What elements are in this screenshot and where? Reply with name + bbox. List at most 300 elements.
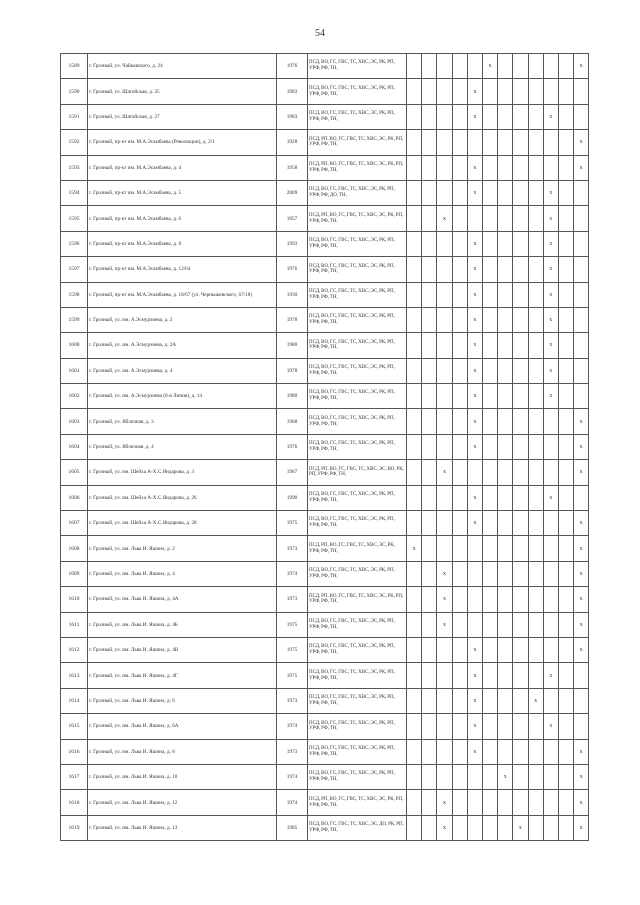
row-number-cell: 1614 — [61, 688, 88, 713]
mark-cell — [543, 79, 558, 104]
row-number-cell: 1596 — [61, 231, 88, 256]
table-row — [61, 714, 589, 739]
mark-cell — [437, 282, 452, 307]
mark-cell: x — [543, 206, 558, 231]
mark-cell — [574, 358, 589, 383]
mark-cell — [528, 358, 543, 383]
mark-cell — [482, 739, 497, 764]
mark-cell: x — [543, 307, 558, 332]
mark-cell — [452, 790, 467, 815]
mark-cell — [482, 104, 497, 129]
mark-cell — [558, 409, 573, 434]
mark-cell: x — [467, 409, 482, 434]
mark-cell — [498, 257, 513, 282]
mark-cell — [528, 764, 543, 789]
mark-cell — [467, 790, 482, 815]
mark-cell: x — [543, 358, 558, 383]
address-cell: г. Грозный, ул. им. Льва И. Яшина, д. 4А — [88, 587, 277, 612]
mark-cell — [437, 333, 452, 358]
address-cell: г. Грозный, ул. Шатойская, д. 25 — [88, 79, 277, 104]
mark-cell: x — [543, 485, 558, 510]
mark-cell — [452, 155, 467, 180]
mark-cell — [482, 815, 497, 840]
mark-cell — [422, 764, 437, 789]
mark-cell — [452, 434, 467, 459]
mark-cell — [543, 155, 558, 180]
mark-cell — [528, 612, 543, 637]
row-number-cell: 1616 — [61, 739, 88, 764]
mark-cell — [513, 790, 528, 815]
mark-cell — [452, 130, 467, 155]
mark-cell: x — [467, 231, 482, 256]
mark-cell — [437, 409, 452, 434]
mark-cell — [558, 688, 573, 713]
mark-cell — [543, 130, 558, 155]
mark-cell — [528, 333, 543, 358]
mark-cell: x — [543, 104, 558, 129]
mark-cell — [437, 180, 452, 205]
mark-cell — [498, 637, 513, 662]
table-row — [61, 307, 589, 332]
address-cell: г. Грозный, ул. им. Льва И. Яшина, д. 10 — [88, 764, 277, 789]
mark-cell: x — [467, 257, 482, 282]
table-row — [61, 409, 589, 434]
mark-cell — [528, 434, 543, 459]
mark-cell — [482, 511, 497, 536]
mark-cell — [467, 206, 482, 231]
address-cell: г. Грозный, ул. им. Льва И. Яшина, д. 4Б — [88, 612, 277, 637]
mark-cell — [498, 180, 513, 205]
mark-cell — [407, 663, 422, 688]
mark-cell — [513, 130, 528, 155]
mark-cell — [543, 587, 558, 612]
mark-cell — [513, 282, 528, 307]
mark-cell — [498, 333, 513, 358]
mark-cell — [543, 561, 558, 586]
mark-cell — [422, 206, 437, 231]
table-row — [61, 561, 589, 586]
address-cell: г. Грозный, ул. им. А.Эсмурзиева, д. 2А — [88, 333, 277, 358]
mark-cell — [452, 54, 467, 79]
row-number-cell: 1595 — [61, 206, 88, 231]
mark-cell — [513, 561, 528, 586]
mark-cell — [513, 460, 528, 485]
row-number-cell: 1611 — [61, 612, 88, 637]
mark-cell — [513, 257, 528, 282]
mark-cell: x — [574, 155, 589, 180]
mark-cell — [528, 155, 543, 180]
mark-cell — [407, 790, 422, 815]
mark-cell — [482, 384, 497, 409]
mark-cell — [513, 536, 528, 561]
mark-cell — [467, 815, 482, 840]
mark-cell — [528, 79, 543, 104]
mark-cell — [452, 739, 467, 764]
year-cell: 1958 — [277, 155, 308, 180]
mark-cell — [437, 104, 452, 129]
services-cell: ПСД, ВО, ГС, ГВС, ТС, ХВС, ЭС, РК, РП, УРФ, РФ, ТН, — [308, 764, 407, 789]
mark-cell — [452, 79, 467, 104]
mark-cell — [528, 714, 543, 739]
year-cell: 1974 — [277, 790, 308, 815]
address-cell: г. Грозный, пр-кт им. М.А.Эсамбаева, д. 8 — [88, 231, 277, 256]
mark-cell — [558, 257, 573, 282]
mark-cell — [513, 587, 528, 612]
year-cell: 1973 — [277, 688, 308, 713]
mark-cell — [467, 612, 482, 637]
services-cell: ПСД, ВО, ГС, ГВС, ТС, ХВС, ЭС, РК, РП, УРФ, РФ, ТН, — [308, 739, 407, 764]
address-cell: г. Грозный, пр-кт им. М.А.Эсамбаева, д. 12/64 — [88, 257, 277, 282]
mark-cell — [437, 637, 452, 662]
mark-cell: x — [574, 739, 589, 764]
mark-cell — [437, 663, 452, 688]
table-row — [61, 231, 589, 256]
mark-cell: x — [543, 333, 558, 358]
services-cell: ПСД, РП, ВО, ГС, ГВС, ТС, ХВС, ЭС, РК, РП, УРФ, РФ, ТН, — [308, 790, 407, 815]
page-number: 54 — [315, 28, 325, 39]
row-number-cell: 1609 — [61, 561, 88, 586]
services-cell: ПСД, ВО, ГС, ГВС, ТС, ХВС, ЭС, ДО, РК, РП, УРФ, РФ, ТН, — [308, 815, 407, 840]
mark-cell — [528, 460, 543, 485]
mark-cell: x — [574, 637, 589, 662]
mark-cell — [452, 460, 467, 485]
mark-cell: x — [467, 333, 482, 358]
mark-cell — [452, 637, 467, 662]
address-cell: г. Грозный, ул. им. Льва И. Яшина, д. 2 — [88, 536, 277, 561]
row-number-cell: 1599 — [61, 307, 88, 332]
mark-cell — [407, 637, 422, 662]
mark-cell — [498, 561, 513, 586]
year-cell: 2009 — [277, 180, 308, 205]
mark-cell — [513, 206, 528, 231]
mark-cell — [528, 180, 543, 205]
mark-cell — [452, 511, 467, 536]
mark-cell — [543, 460, 558, 485]
mark-cell — [482, 460, 497, 485]
mark-cell — [437, 155, 452, 180]
services-cell: ПСД, РП, ВО, ГС, ГВС, ТС, ХВС, ЭС, РК, РП, УРФ, РФ, ТН, — [308, 587, 407, 612]
table-row — [61, 815, 589, 840]
mark-cell — [422, 257, 437, 282]
address-cell: г. Грозный, ул. им. Шейха А-Х.С.Яндарова, д. 26 — [88, 485, 277, 510]
mark-cell — [558, 79, 573, 104]
mark-cell — [543, 815, 558, 840]
mark-cell — [513, 434, 528, 459]
table-row — [61, 688, 589, 713]
address-cell: г. Грозный, ул. Шатойская, д. 27 — [88, 104, 277, 129]
mark-cell — [543, 409, 558, 434]
row-number-cell: 1610 — [61, 587, 88, 612]
mark-cell — [528, 206, 543, 231]
mark-cell — [574, 485, 589, 510]
mark-cell: x — [467, 663, 482, 688]
mark-cell — [437, 511, 452, 536]
mark-cell — [574, 663, 589, 688]
services-cell: ПСД, ВО, ГС, ГВС, ТС, ХВС, ЭС, РК, РП, УРФ, РФ, ТН, — [308, 384, 407, 409]
year-cell: 1967 — [277, 460, 308, 485]
mark-cell — [437, 358, 452, 383]
services-cell: ПСД, РП, ВО, ГС, ГВС, ТС, ХВС, ЭС, РК, РП, УРФ, РФ, ТН, — [308, 130, 407, 155]
mark-cell — [422, 358, 437, 383]
mark-cell — [452, 587, 467, 612]
mark-cell — [437, 434, 452, 459]
mark-cell — [407, 815, 422, 840]
mark-cell — [407, 409, 422, 434]
mark-cell: x — [528, 688, 543, 713]
mark-cell — [558, 206, 573, 231]
mark-cell — [558, 180, 573, 205]
year-cell: 1978 — [277, 358, 308, 383]
row-number-cell: 1612 — [61, 637, 88, 662]
address-cell: г. Грозный, ул. им. Льва И. Яшина, д. 8 — [88, 739, 277, 764]
table-row — [61, 282, 589, 307]
mark-cell — [467, 561, 482, 586]
mark-cell — [422, 104, 437, 129]
mark-cell: x — [543, 663, 558, 688]
mark-cell — [452, 307, 467, 332]
year-cell: 1993 — [277, 231, 308, 256]
mark-cell — [513, 358, 528, 383]
mark-cell — [558, 155, 573, 180]
services-cell: ПСД, ВО, ГС, ГВС, ТС, ХВС, ЭС, РК, РП, УРФ, РФ, ТН, — [308, 333, 407, 358]
services-cell: ПСД, ВО, ГС, ГВС, ТС, ХВС, ЭС, РК, РП, УРФ, РФ, ТН, — [308, 257, 407, 282]
row-number-cell: 1608 — [61, 536, 88, 561]
year-cell: 1978 — [277, 307, 308, 332]
mark-cell: x — [467, 358, 482, 383]
mark-cell — [558, 790, 573, 815]
mark-cell — [498, 130, 513, 155]
mark-cell — [452, 536, 467, 561]
mark-cell — [513, 79, 528, 104]
mark-cell — [528, 511, 543, 536]
mark-cell — [558, 561, 573, 586]
mark-cell — [558, 587, 573, 612]
mark-cell: x — [574, 54, 589, 79]
row-number-cell: 1594 — [61, 180, 88, 205]
mark-cell: x — [513, 815, 528, 840]
row-number-cell: 1605 — [61, 460, 88, 485]
address-cell: г. Грозный, ул. им. А.Эсмурзиева (8-я Линия), д. 14 — [88, 384, 277, 409]
mark-cell: x — [437, 460, 452, 485]
row-number-cell: 1591 — [61, 104, 88, 129]
mark-cell — [574, 384, 589, 409]
mark-cell — [422, 714, 437, 739]
services-cell: ПСД, ВО, ГС, ГВС, ТС, ХВС, ЭС, РК, РП, УРФ, РФ, ТН, — [308, 663, 407, 688]
mark-cell — [452, 231, 467, 256]
address-cell: г. Грозный, ул. им. Льва И. Яшина, д. 4Г — [88, 663, 277, 688]
mark-cell — [422, 815, 437, 840]
mark-cell — [513, 231, 528, 256]
services-cell: ПСД, ВО, ГС, ГВС, ТС, ХВС, ЭС, РК, РП, УРФ, РФ, ТН, — [308, 54, 407, 79]
year-cell: 1985 — [277, 815, 308, 840]
mark-cell — [407, 561, 422, 586]
mark-cell: x — [467, 688, 482, 713]
address-cell: г. Грозный, ул. Яблочная, д. 3 — [88, 409, 277, 434]
mark-cell: x — [437, 790, 452, 815]
mark-cell: x — [574, 460, 589, 485]
year-cell: 1980 — [277, 384, 308, 409]
mark-cell — [407, 231, 422, 256]
mark-cell — [574, 282, 589, 307]
mark-cell: x — [437, 612, 452, 637]
mark-cell — [558, 104, 573, 129]
row-number-cell: 1619 — [61, 815, 88, 840]
mark-cell — [543, 434, 558, 459]
register-table-body — [61, 54, 589, 841]
mark-cell: x — [467, 155, 482, 180]
mark-cell: x — [574, 434, 589, 459]
year-cell: 1976 — [277, 54, 308, 79]
mark-cell — [558, 54, 573, 79]
table-row — [61, 155, 589, 180]
mark-cell — [574, 307, 589, 332]
services-cell: ПСД, ВО, ГС, ГВС, ТС, ХВС, ЭС, РК, РП, УРФ, РФ, ТН, — [308, 714, 407, 739]
mark-cell — [407, 180, 422, 205]
mark-cell — [482, 714, 497, 739]
mark-cell — [513, 333, 528, 358]
mark-cell — [574, 180, 589, 205]
address-cell: г. Грозный, ул. им. Льва И. Яшина, д. 6 — [88, 688, 277, 713]
mark-cell — [513, 714, 528, 739]
services-cell: ПСД, ВО, ГС, ГВС, ТС, ХВС, ЭС, РК, РП, УРФ, РФ, ТН, — [308, 511, 407, 536]
mark-cell — [528, 739, 543, 764]
mark-cell — [422, 511, 437, 536]
mark-cell — [498, 536, 513, 561]
mark-cell — [574, 79, 589, 104]
mark-cell — [558, 460, 573, 485]
mark-cell: x — [574, 790, 589, 815]
mark-cell — [407, 333, 422, 358]
mark-cell — [437, 307, 452, 332]
mark-cell — [528, 307, 543, 332]
mark-cell: x — [467, 79, 482, 104]
mark-cell — [452, 358, 467, 383]
services-cell: ПСД, ВО, ГС, ГВС, ТС, ХВС, ЭС, РК, РП, УРФ, РФ, ТН, — [308, 637, 407, 662]
address-cell: г. Грозный, ул. им. Льва И. Яшина, д. 4В — [88, 637, 277, 662]
mark-cell — [422, 409, 437, 434]
mark-cell — [543, 536, 558, 561]
services-cell: ПСД, ВО, ГС, ГВС, ТС, ХВС, ЭС, РК, РП, УРФ, РФ, ТН, — [308, 688, 407, 713]
mark-cell — [558, 307, 573, 332]
services-cell: ПСД, ВО, ГС, ГВС, ТС, ХВС, ЭС, РК, РП, УРФ, РФ, ТН, — [308, 231, 407, 256]
mark-cell — [407, 54, 422, 79]
mark-cell — [482, 282, 497, 307]
mark-cell — [467, 587, 482, 612]
mark-cell — [407, 384, 422, 409]
mark-cell — [407, 612, 422, 637]
mark-cell — [452, 409, 467, 434]
mark-cell — [407, 434, 422, 459]
mark-cell — [452, 688, 467, 713]
mark-cell — [482, 663, 497, 688]
address-cell: г. Грозный, пр-кт им. М.А.Эсамбаева, д. 5 — [88, 180, 277, 205]
year-cell: 1973 — [277, 536, 308, 561]
services-cell: ПСД, РП, ВО, ГС, ГВС, ТС, ХВС, ЭС, РК, РП, УРФ, РФ, ТН, — [308, 155, 407, 180]
mark-cell — [513, 307, 528, 332]
mark-cell — [513, 511, 528, 536]
mark-cell: x — [574, 612, 589, 637]
mark-cell — [513, 612, 528, 637]
mark-cell — [543, 764, 558, 789]
mark-cell — [558, 282, 573, 307]
mark-cell — [482, 561, 497, 586]
mark-cell — [558, 358, 573, 383]
mark-cell — [452, 815, 467, 840]
mark-cell — [498, 663, 513, 688]
mark-cell — [407, 206, 422, 231]
mark-cell — [528, 54, 543, 79]
table-row — [61, 485, 589, 510]
address-cell: г. Грозный, ул. им. Льва И. Яшина, д. 13 — [88, 815, 277, 840]
mark-cell — [498, 485, 513, 510]
address-cell: г. Грозный, ул. Яблочная, д. 4 — [88, 434, 277, 459]
mark-cell — [528, 815, 543, 840]
table-row — [61, 358, 589, 383]
mark-cell: x — [407, 536, 422, 561]
mark-cell — [407, 739, 422, 764]
mark-cell — [498, 358, 513, 383]
mark-cell — [498, 434, 513, 459]
mark-cell — [407, 587, 422, 612]
mark-cell: x — [543, 714, 558, 739]
mark-cell — [422, 282, 437, 307]
mark-cell — [452, 561, 467, 586]
mark-cell — [437, 485, 452, 510]
services-cell: ПСД, ВО, ГС, ГВС, ТС, ХВС, ЭС, РК, РП, УРФ, РФ, ДО, ТН, — [308, 180, 407, 205]
mark-cell — [482, 307, 497, 332]
mark-cell — [422, 333, 437, 358]
row-number-cell: 1592 — [61, 130, 88, 155]
mark-cell — [498, 460, 513, 485]
mark-cell — [498, 688, 513, 713]
mark-cell: x — [437, 561, 452, 586]
year-cell: 1983 — [277, 104, 308, 129]
mark-cell: x — [574, 815, 589, 840]
mark-cell — [407, 130, 422, 155]
mark-cell — [407, 485, 422, 510]
mark-cell: x — [543, 282, 558, 307]
mark-cell — [498, 104, 513, 129]
mark-cell — [422, 663, 437, 688]
mark-cell: x — [467, 714, 482, 739]
register-table — [60, 53, 589, 841]
mark-cell — [498, 511, 513, 536]
row-number-cell: 1589 — [61, 54, 88, 79]
mark-cell — [558, 130, 573, 155]
year-cell: 1975 — [277, 637, 308, 662]
table-row — [61, 333, 589, 358]
mark-cell — [422, 536, 437, 561]
mark-cell — [452, 612, 467, 637]
mark-cell — [558, 511, 573, 536]
table-row — [61, 612, 589, 637]
mark-cell — [543, 688, 558, 713]
mark-cell: x — [467, 637, 482, 662]
mark-cell — [407, 460, 422, 485]
mark-cell — [452, 206, 467, 231]
mark-cell — [528, 587, 543, 612]
mark-cell — [528, 663, 543, 688]
table-row — [61, 663, 589, 688]
row-number-cell: 1597 — [61, 257, 88, 282]
mark-cell — [407, 257, 422, 282]
mark-cell: x — [574, 561, 589, 586]
mark-cell — [407, 79, 422, 104]
mark-cell — [482, 764, 497, 789]
mark-cell — [422, 587, 437, 612]
mark-cell — [482, 155, 497, 180]
mark-cell: x — [543, 257, 558, 282]
